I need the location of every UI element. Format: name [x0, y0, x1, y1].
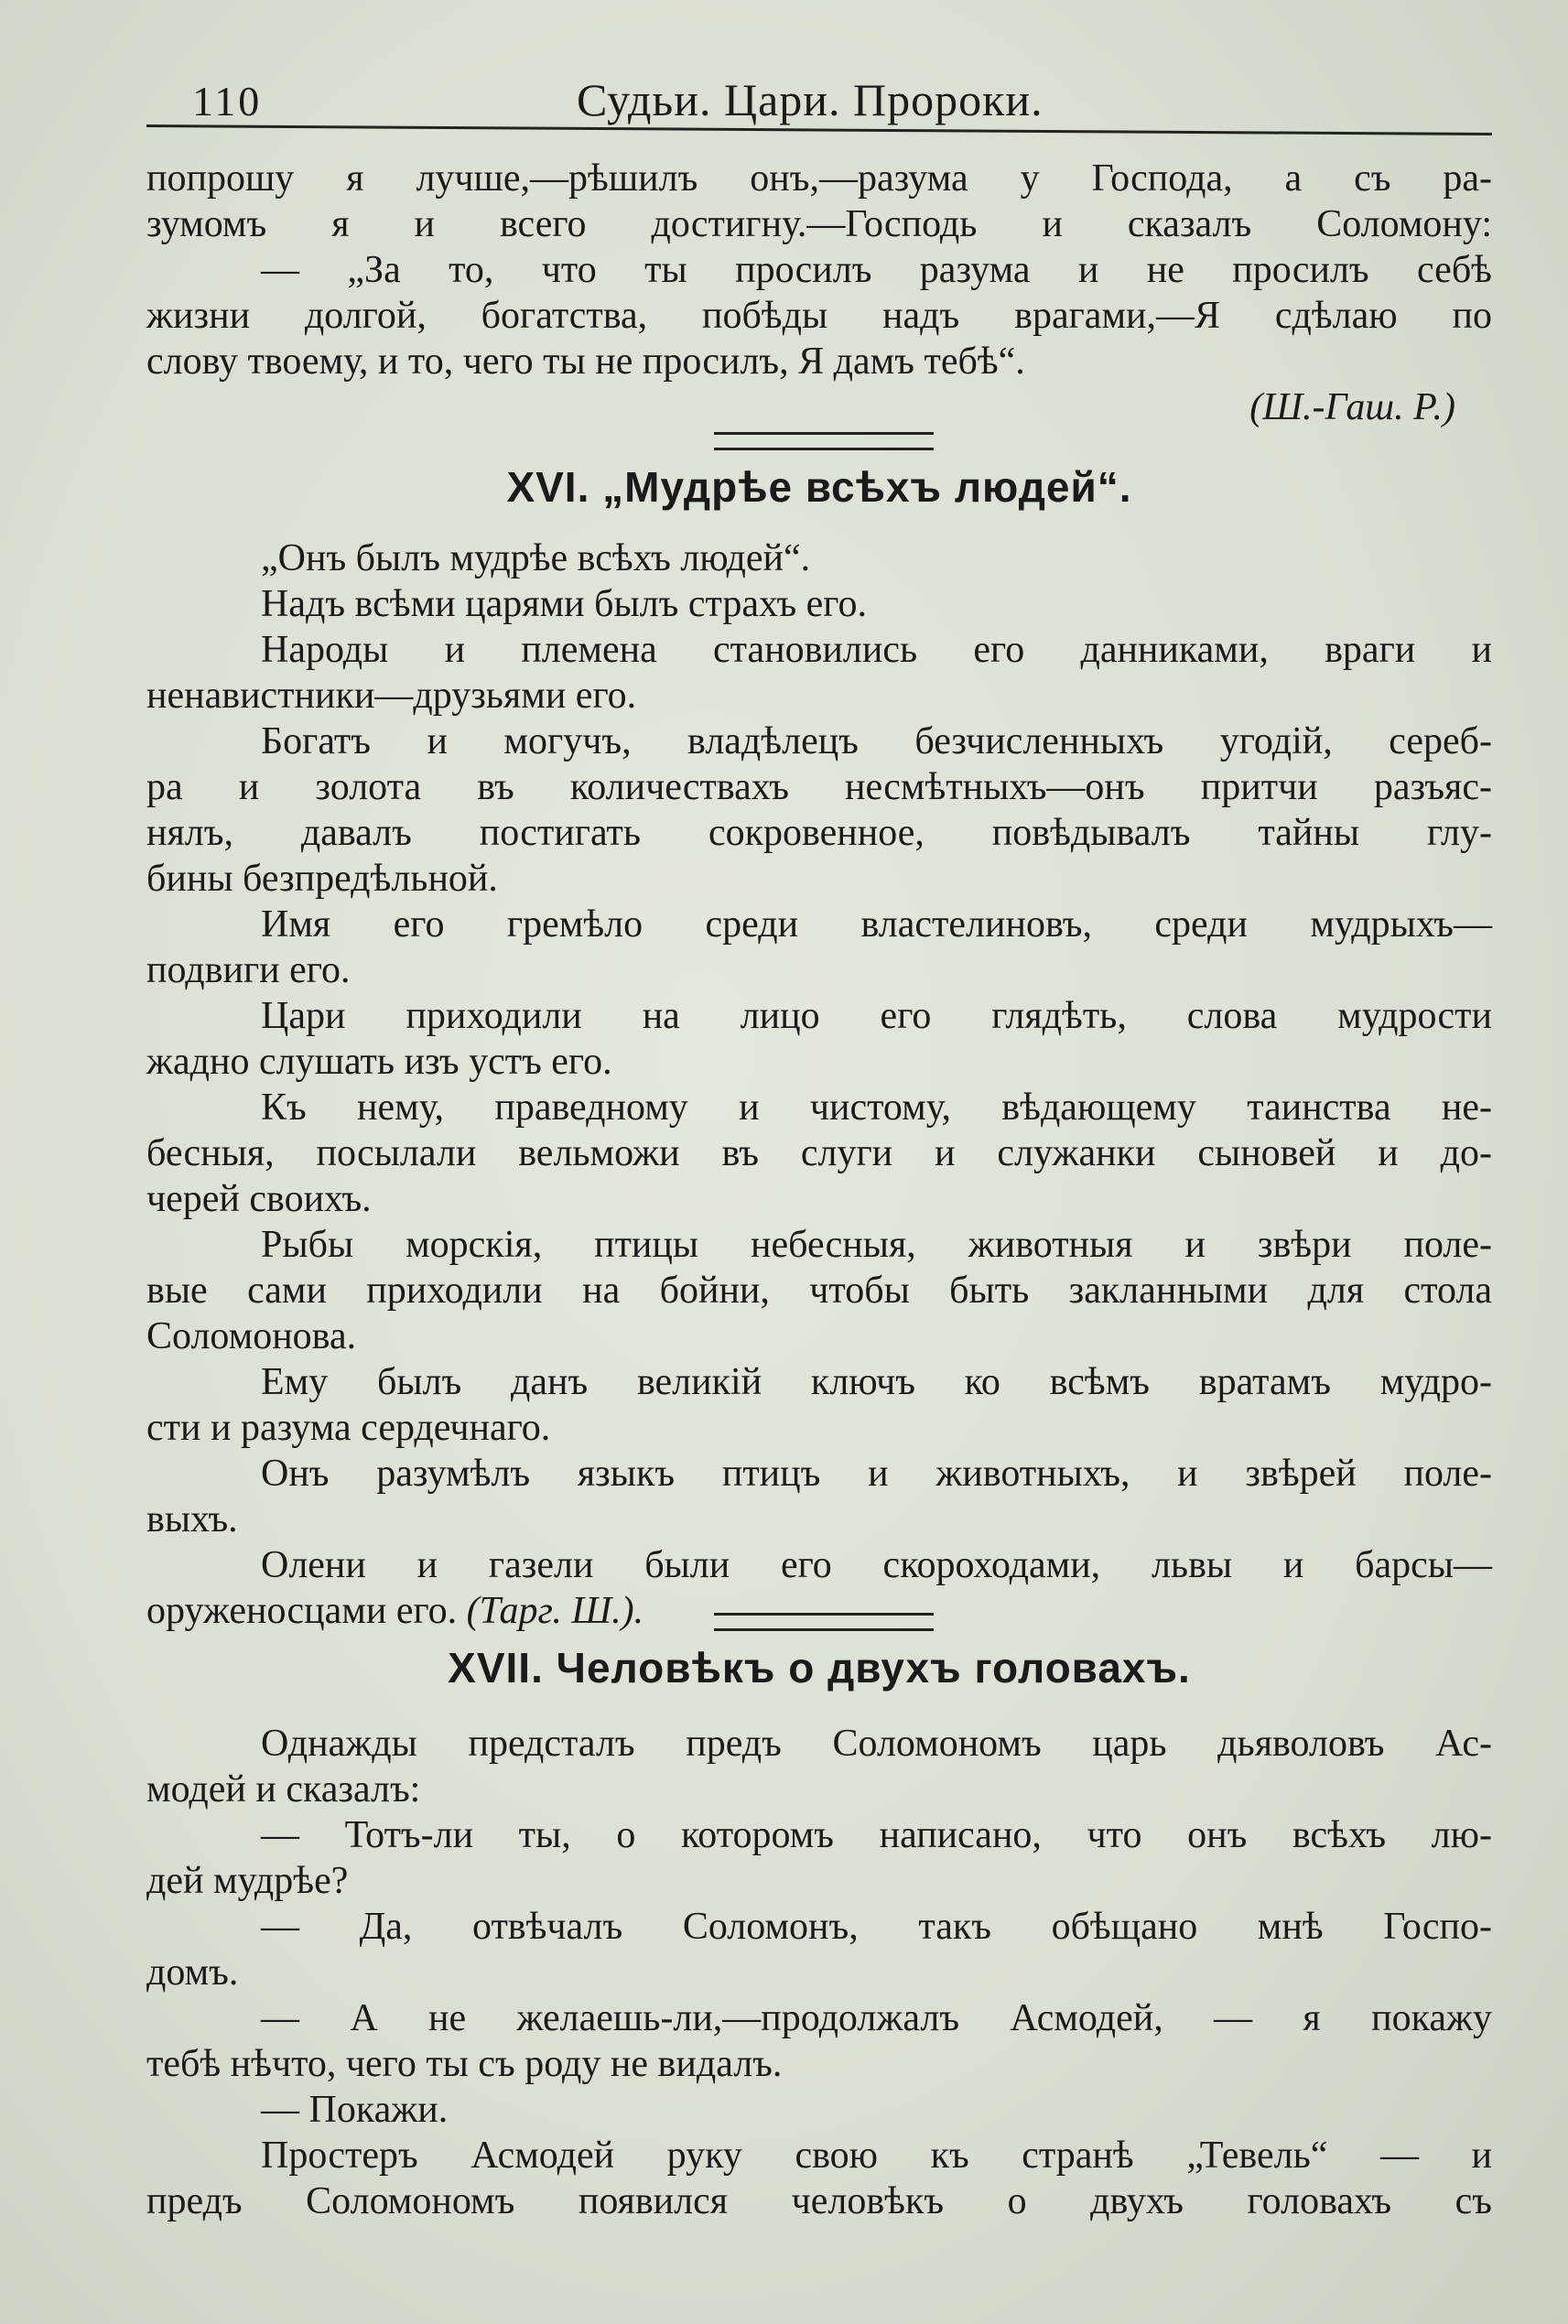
- text-line: жизни долгой, богатства, побѣды надъ врагами,—Я сдѣлаю по: [146, 295, 1492, 337]
- text-line: „Онъ былъ мудрѣе всѣхъ людей“.: [261, 537, 811, 579]
- text-line: модей и сказалъ:: [146, 1768, 421, 1811]
- text-line-part: оруженосцами его.: [146, 1590, 458, 1632]
- text-line: Рыбы морскія, птицы небесныя, животныя и звѣри поле-: [261, 1224, 1492, 1266]
- text-line: Имя его гремѣло среди властелиновъ, среди мудрыхъ—: [261, 903, 1492, 946]
- text-line: Олени и газели были его скороходами, львы и барсы—: [261, 1544, 1492, 1586]
- text-line: дей мудрѣе?: [146, 1860, 349, 1902]
- text-line: Простеръ Асмодей руку свою къ странѣ „Тевель“ — и: [261, 2135, 1492, 2177]
- text-line: ра и золота въ количествахъ несмѣтныхъ—онъ притчи разъяс-: [146, 766, 1492, 808]
- section-16-text: [146, 535, 1492, 1634]
- citation: (Тарг. Ш.).: [466, 1590, 644, 1632]
- section-divider: [714, 1613, 934, 1631]
- text-line: подвиги его.: [146, 949, 351, 991]
- text-line: — „За то, что ты просилъ разума и не просилъ себѣ: [261, 249, 1492, 291]
- text-line: — Тотъ-ли ты, о которомъ написано, что онъ всѣхъ лю-: [261, 1814, 1492, 1856]
- text-line: сти и разума сердечнаго.: [146, 1407, 551, 1449]
- text-line: Ему былъ данъ великій ключъ ко всѣмъ вратамъ мудро-: [261, 1361, 1492, 1403]
- text-line: тебѣ нѣчто, чего ты съ роду не видалъ.: [146, 2043, 783, 2085]
- text-line: Онъ разумѣлъ языкъ птицъ и животныхъ, и звѣрей поле-: [261, 1453, 1492, 1495]
- text-line: — А не желаешь-ли,—продолжалъ Асмодей, — я покажу: [261, 1997, 1492, 2039]
- text-line: Народы и племена становились его данниками, враги и: [261, 629, 1492, 671]
- text-line: — Покажи.: [261, 2089, 449, 2131]
- text-line: — Да, отвѣчалъ Соломонъ, такъ обѣщано мнѣ Госпо-: [261, 1906, 1492, 1948]
- page-header: [146, 64, 1492, 128]
- text-line: зумомъ я и всего достигну.—Господь и сказалъ Соломону:: [146, 203, 1492, 245]
- text-line: ненавистники—друзьями его.: [146, 675, 637, 717]
- continued-text: [146, 156, 1492, 430]
- section-heading: XVII. Человѣкъ о двухъ головахъ.: [448, 1644, 1191, 1692]
- section-heading: XVI. „Мудрѣе всѣхъ людей“.: [506, 463, 1132, 511]
- text-line: черей своихъ.: [146, 1178, 372, 1220]
- section-divider: [714, 432, 934, 450]
- text-line: слову твоему, и то, чего ты не просилъ, Я дамъ тебѣ“.: [146, 340, 1025, 383]
- text-line: Къ нему, праведному и чистому, вѣдающему таинства не-: [261, 1086, 1492, 1129]
- text-line: Однажды предсталъ предъ Соломономъ царь дьяволовъ Ас-: [261, 1723, 1492, 1765]
- section-17-text: [146, 1721, 1492, 2224]
- text-line: бесныя, посылали вельможи въ слуги и служанки сыновей и до-: [146, 1132, 1492, 1174]
- citation: (Ш.-Гаш. Р.): [1249, 386, 1455, 428]
- text-line: нялъ, давалъ постигать сокровенное, повѣдывалъ тайны глу-: [146, 812, 1492, 854]
- text-line: домъ.: [146, 1951, 239, 1994]
- text-line: бины безпредѣльной.: [146, 858, 498, 900]
- text-line: Соломонова.: [146, 1315, 357, 1357]
- text-line: вые сами приходили на бойни, чтобы быть закланными для стола: [146, 1270, 1492, 1312]
- text-line: жадно слушать изъ устъ его.: [146, 1041, 612, 1083]
- text-line: предъ Соломономъ появился человѣкъ о двухъ головахъ съ: [146, 2180, 1492, 2222]
- text-line: Богатъ и могучъ, владѣлецъ безчисленныхъ угодій, сереб-: [261, 720, 1492, 762]
- text-line: выхъ.: [146, 1498, 238, 1540]
- text-line: попрошу я лучше,—рѣшилъ онъ,—разума у Господа, а съ ра-: [146, 157, 1492, 200]
- page-number: 110: [192, 78, 263, 124]
- text-line: Надъ всѣми царями былъ страхъ его.: [261, 583, 867, 625]
- running-title: Судьи. Цари. Пророки.: [577, 74, 1044, 125]
- text-line: Цари приходили на лицо его глядѣть, слова мудрости: [261, 995, 1492, 1037]
